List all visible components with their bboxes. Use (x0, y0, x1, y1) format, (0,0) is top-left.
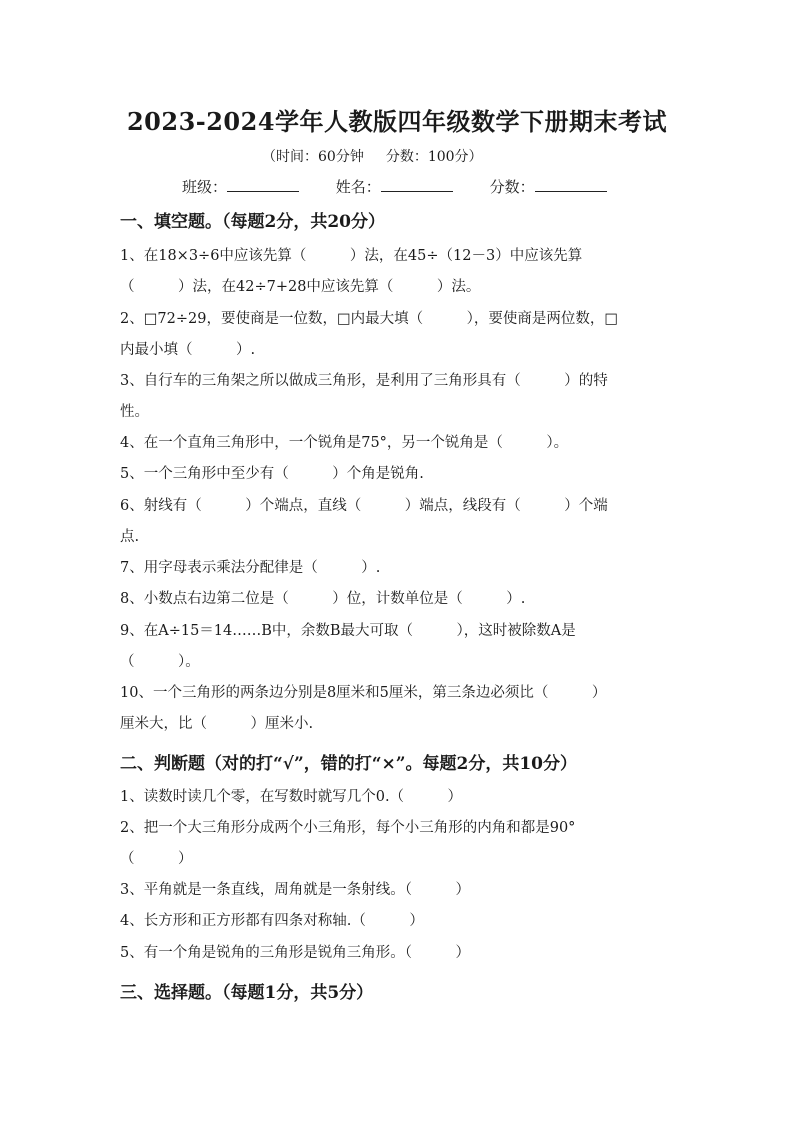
s2-line: （ ） (120, 851, 193, 867)
score-blank[interactable] (535, 177, 607, 192)
s1-line: （ ）法，在42÷7+28中应该先算（ ）法。 (120, 279, 481, 295)
s1-line: 3、自行车的三角架之所以做成三角形，是利用了三角形具有（ ）的特 (120, 373, 608, 389)
exam-subtitle (262, 146, 483, 166)
section-3-heading: 三、选择题。（每题1分，共5分） (120, 983, 374, 1003)
section-2-heading: 二、判断题（对的打“√”，错的打“×”。每题2分，共10分） (120, 754, 578, 774)
s2-line: 2、把一个大三角形分成两个小三角形，每个小三角形的内角和都是90° (120, 820, 576, 836)
s1-line: 5、一个三角形中至少有（ ）个角是锐角. (120, 466, 424, 482)
s1-line: 9、在A÷15＝14……B中，余数B最大可取（ ），这时被除数A是 (120, 623, 576, 639)
s1-line: 内最小填（ ）. (120, 342, 256, 358)
s1-line: 点. (120, 529, 140, 545)
s2-line: 1、读数时读几个零，在写数时就写几个0.（ ） (120, 789, 463, 805)
name-field (336, 176, 453, 197)
s1-line: 4、在一个直角三角形中，一个锐角是75°，另一个锐角是（ ）。 (120, 435, 569, 451)
exam-total-score: 分数：100分） (385, 149, 483, 165)
class-label: 班级： (182, 178, 228, 196)
s1-line: 8、小数点右边第二位是（ ）位，计数单位是（ ）. (120, 591, 526, 607)
name-blank[interactable] (381, 177, 453, 192)
s1-line: 1、在18×3÷6中应该先算（ ）法，在45÷（12－3）中应该先算 (120, 248, 583, 264)
s1-line: 10、一个三角形的两条边分别是8厘米和5厘米，第三条边必须比（ ） (120, 685, 607, 701)
s2-line: 4、长方形和正方形都有四条对称轴.（ ） (120, 913, 424, 929)
section-1-heading: 一、填空题。（每题2分，共20分） (120, 212, 385, 232)
s1-line: 2、□72÷29，要使商是一位数，□内最大填（ ），要使商是两位数，□ (120, 311, 619, 327)
class-blank[interactable] (227, 177, 299, 192)
s1-line: 6、射线有（ ）个端点，直线（ ）端点，线段有（ ）个端 (120, 498, 608, 514)
s1-line: 性。 (120, 404, 149, 420)
s1-line: 7、用字母表示乘法分配律是（ ）. (120, 560, 381, 576)
s2-line: 3、平角就是一条直线，周角就是一条射线。（ ） (120, 882, 470, 898)
score-field (490, 176, 607, 197)
s1-line: （ ）。 (120, 654, 200, 670)
class-field (182, 176, 299, 197)
s1-line: 厘米大，比（ ）厘米小. (120, 716, 314, 732)
student-info-row (182, 176, 639, 197)
name-label: 姓名： (335, 178, 381, 196)
exam-title: 2023-2024学年人教版四年级数学下册期末考试 (126, 107, 668, 136)
exam-time: （时间：60分钟 (262, 149, 364, 165)
s2-line: 5、有一个角是锐角的三角形是锐角三角形。（ ） (120, 945, 470, 961)
score-label: 分数： (489, 178, 535, 196)
